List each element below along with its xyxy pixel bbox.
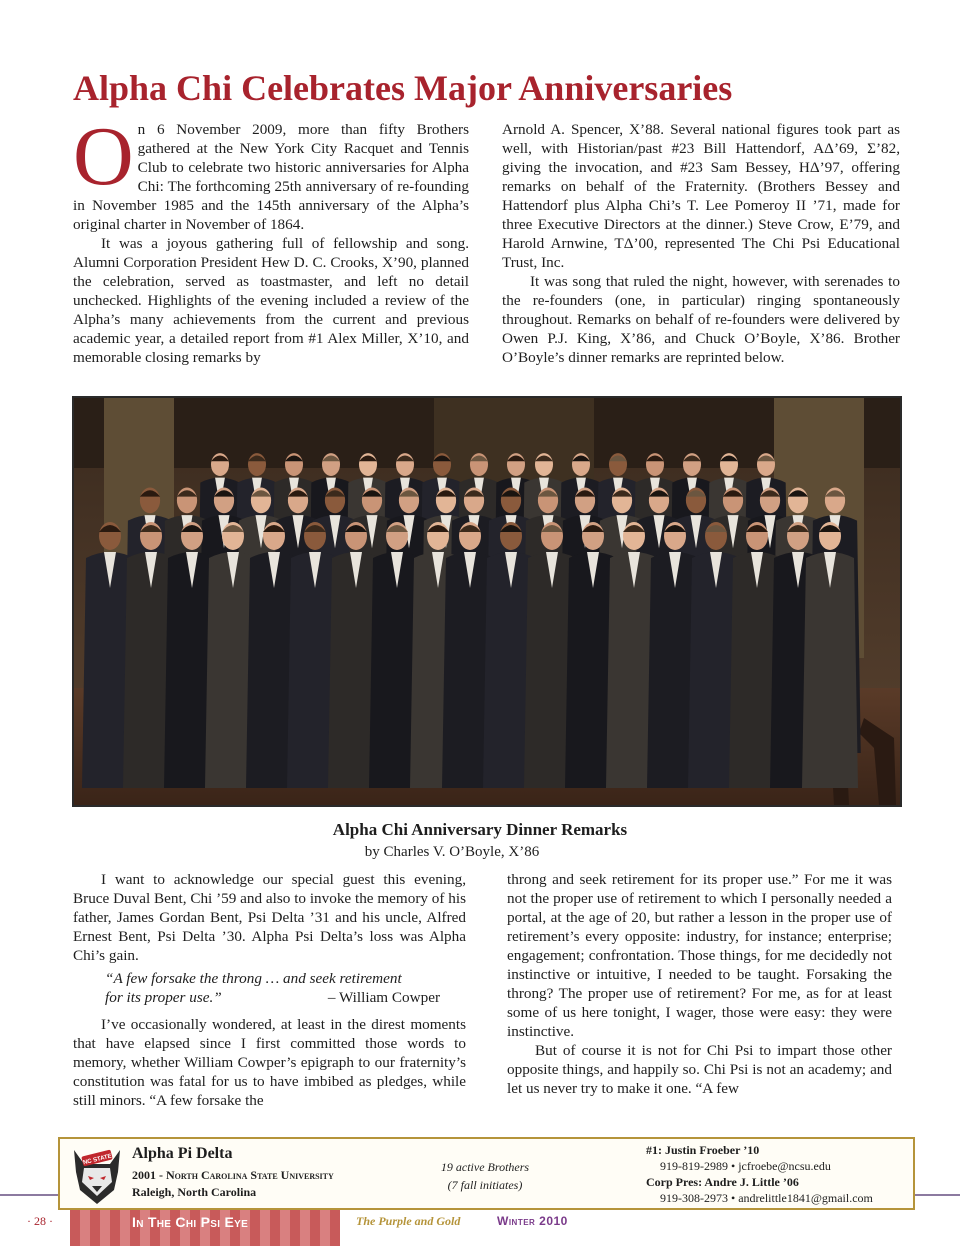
chapter-year: 2001 -	[132, 1168, 166, 1182]
footer-magazine-name: The Purple and Gold	[356, 1214, 461, 1228]
mascot-badge-text: NC STATE	[82, 1153, 113, 1167]
officer-contact: 919-308-2973 • andrelittle1841@gmail.com	[660, 1191, 873, 1205]
article-paragraph: Arnold A. Spencer, X’88. Several national figures took part as well, with Historian/past #23 Bill Hattendorf, AΔ’69, Σ’82, giving the invocation, and #23 Sam Bessey, HΔ’97, offering remarks on behalf of the Fraternity. (Brothers Bessey and Hattendorf plus Alpha Chi’s T. Lee Pomeroy II ’71, made for three Executive Directors at the dinner.) Steve Crow, E’79, and Harold Arnwine, TΔ’00, represented The Chi Psi Educational Trust, Inc.	[502, 121, 900, 271]
article-paragraph: It was song that ruled the night, however, with serenades to the re-founders (one, in particular) ringing spontaneously throughout. Remarks on behalf of re-founders were delivered by Owen P.J. King, X’86, and Chuck O’Boyle, X’86. Brother O’Boyle’s dinner remarks are reprinted below.	[502, 273, 900, 366]
chapter-info-box	[58, 1137, 915, 1210]
officer-name: Corp Pres: Andre J. Little ’06	[646, 1175, 799, 1189]
remarks-column-1	[73, 870, 466, 1110]
article-headline: Alpha Chi Celebrates Major Anniversaries	[73, 68, 733, 108]
article-paragraph	[73, 110, 469, 234]
chapter-school	[132, 1168, 334, 1183]
quote-line: “A few forsake the throng … and seek retirement	[105, 970, 402, 987]
chapter-location: Raleigh, North Carolina	[132, 1185, 257, 1199]
article-paragraph-text: n 6 November 2009, more than fifty Brothers gathered at the New York City Racquet and Tennis Club to celebrate two historic anniversaries for Alpha Chi: The forthcoming 25th anniversary of re-founding in November 1985 and the 145th anniversary of the Alpha’s original charter in November of 1864.	[73, 121, 469, 233]
article-paragraph: It was a joyous gathering full of fellowship and song. Alumni Corporation President Hew D. C. Crooks, X’90, planned the celebration, served as toastmaster, and left no detail unchecked. Highlights of the evening included a review of the Alpha’s many achievements from the current and previous academic year, a detailed report from #1 Alex Miller, X’10, and memorable closing remarks by	[73, 235, 469, 366]
quote-attribution: – William Cowper	[327, 989, 440, 1006]
remarks-column-2	[507, 870, 892, 1098]
footer-issue: Winter 2010	[497, 1214, 568, 1228]
remarks-paragraph: But of course it is not for Chi Psi to impart those other opposite things, and happily so. Chi Psi is not an academy; and let us never try to make it one. “A few	[507, 1042, 892, 1097]
chapter-name: Alpha Pi Delta	[132, 1145, 233, 1162]
footer-rule	[915, 1194, 960, 1196]
officer-contact: 919-819-2989 • jcfroebe@ncsu.edu	[660, 1159, 831, 1173]
chapter-stat: 19 active Brothers	[440, 1160, 530, 1174]
officer-name: #1: Justin Froeber ’10	[646, 1143, 760, 1157]
article-column-1	[73, 110, 469, 367]
epigraph-quote	[105, 969, 466, 1007]
remarks-paragraph: throng and seek retirement for its proper use.” For me it was not the proper use of retirement to which I personally needed a portal, at the age of 20, but rather a lesson in the proper use of retirement’s every opposite: industry, for instance; enterprise; engagement; confrontation. Those things, for me decidedly not instinctive or intuitive, I needed to be taught. Forsaking the throng? The proper use of retirement? For me, as for at least some of us here tonight, I wager, those were easy: they were instinctive.	[507, 871, 892, 1040]
article-column-2	[502, 120, 900, 367]
quote-line: for its proper use.”	[105, 989, 222, 1006]
remarks-paragraph: I’ve occasionally wondered, at least in the direst moments that have elapsed since I first committed those words to memory, whether William Cowper’s epigraph to our fraternity’s constitution was fatal for us to have imbibed as pledges, while still minors. “A few forsake the	[73, 1016, 466, 1109]
page-number: · 28 ·	[27, 1214, 53, 1228]
remarks-title: Alpha Chi Anniversary Dinner Remarks	[332, 820, 628, 839]
remarks-paragraph: I want to acknowledge our special guest this evening, Bruce Duval Bent, Chi ’59 and also to invoke the memory of his father, James Gordan Bent, Psi Delta ’31 and his uncle, Alfred Ernest Bent, Psi Delta ’30. Alpha Psi Delta’s loss was Alpha Chi’s gain.	[73, 871, 466, 964]
remarks-byline: by Charles V. O’Boyle, X’86	[364, 844, 540, 860]
drop-cap: O	[73, 110, 134, 203]
group-photo	[72, 396, 902, 807]
chapter-school-name: North Carolina State University	[166, 1168, 334, 1182]
footer-section-label: In The Chi Psi Eye	[132, 1214, 249, 1230]
footer-rule	[0, 1194, 58, 1196]
group-photo-image	[74, 398, 900, 805]
wolf-mascot-icon	[68, 1142, 126, 1206]
chapter-stat: (7 fall initiates)	[447, 1178, 523, 1192]
